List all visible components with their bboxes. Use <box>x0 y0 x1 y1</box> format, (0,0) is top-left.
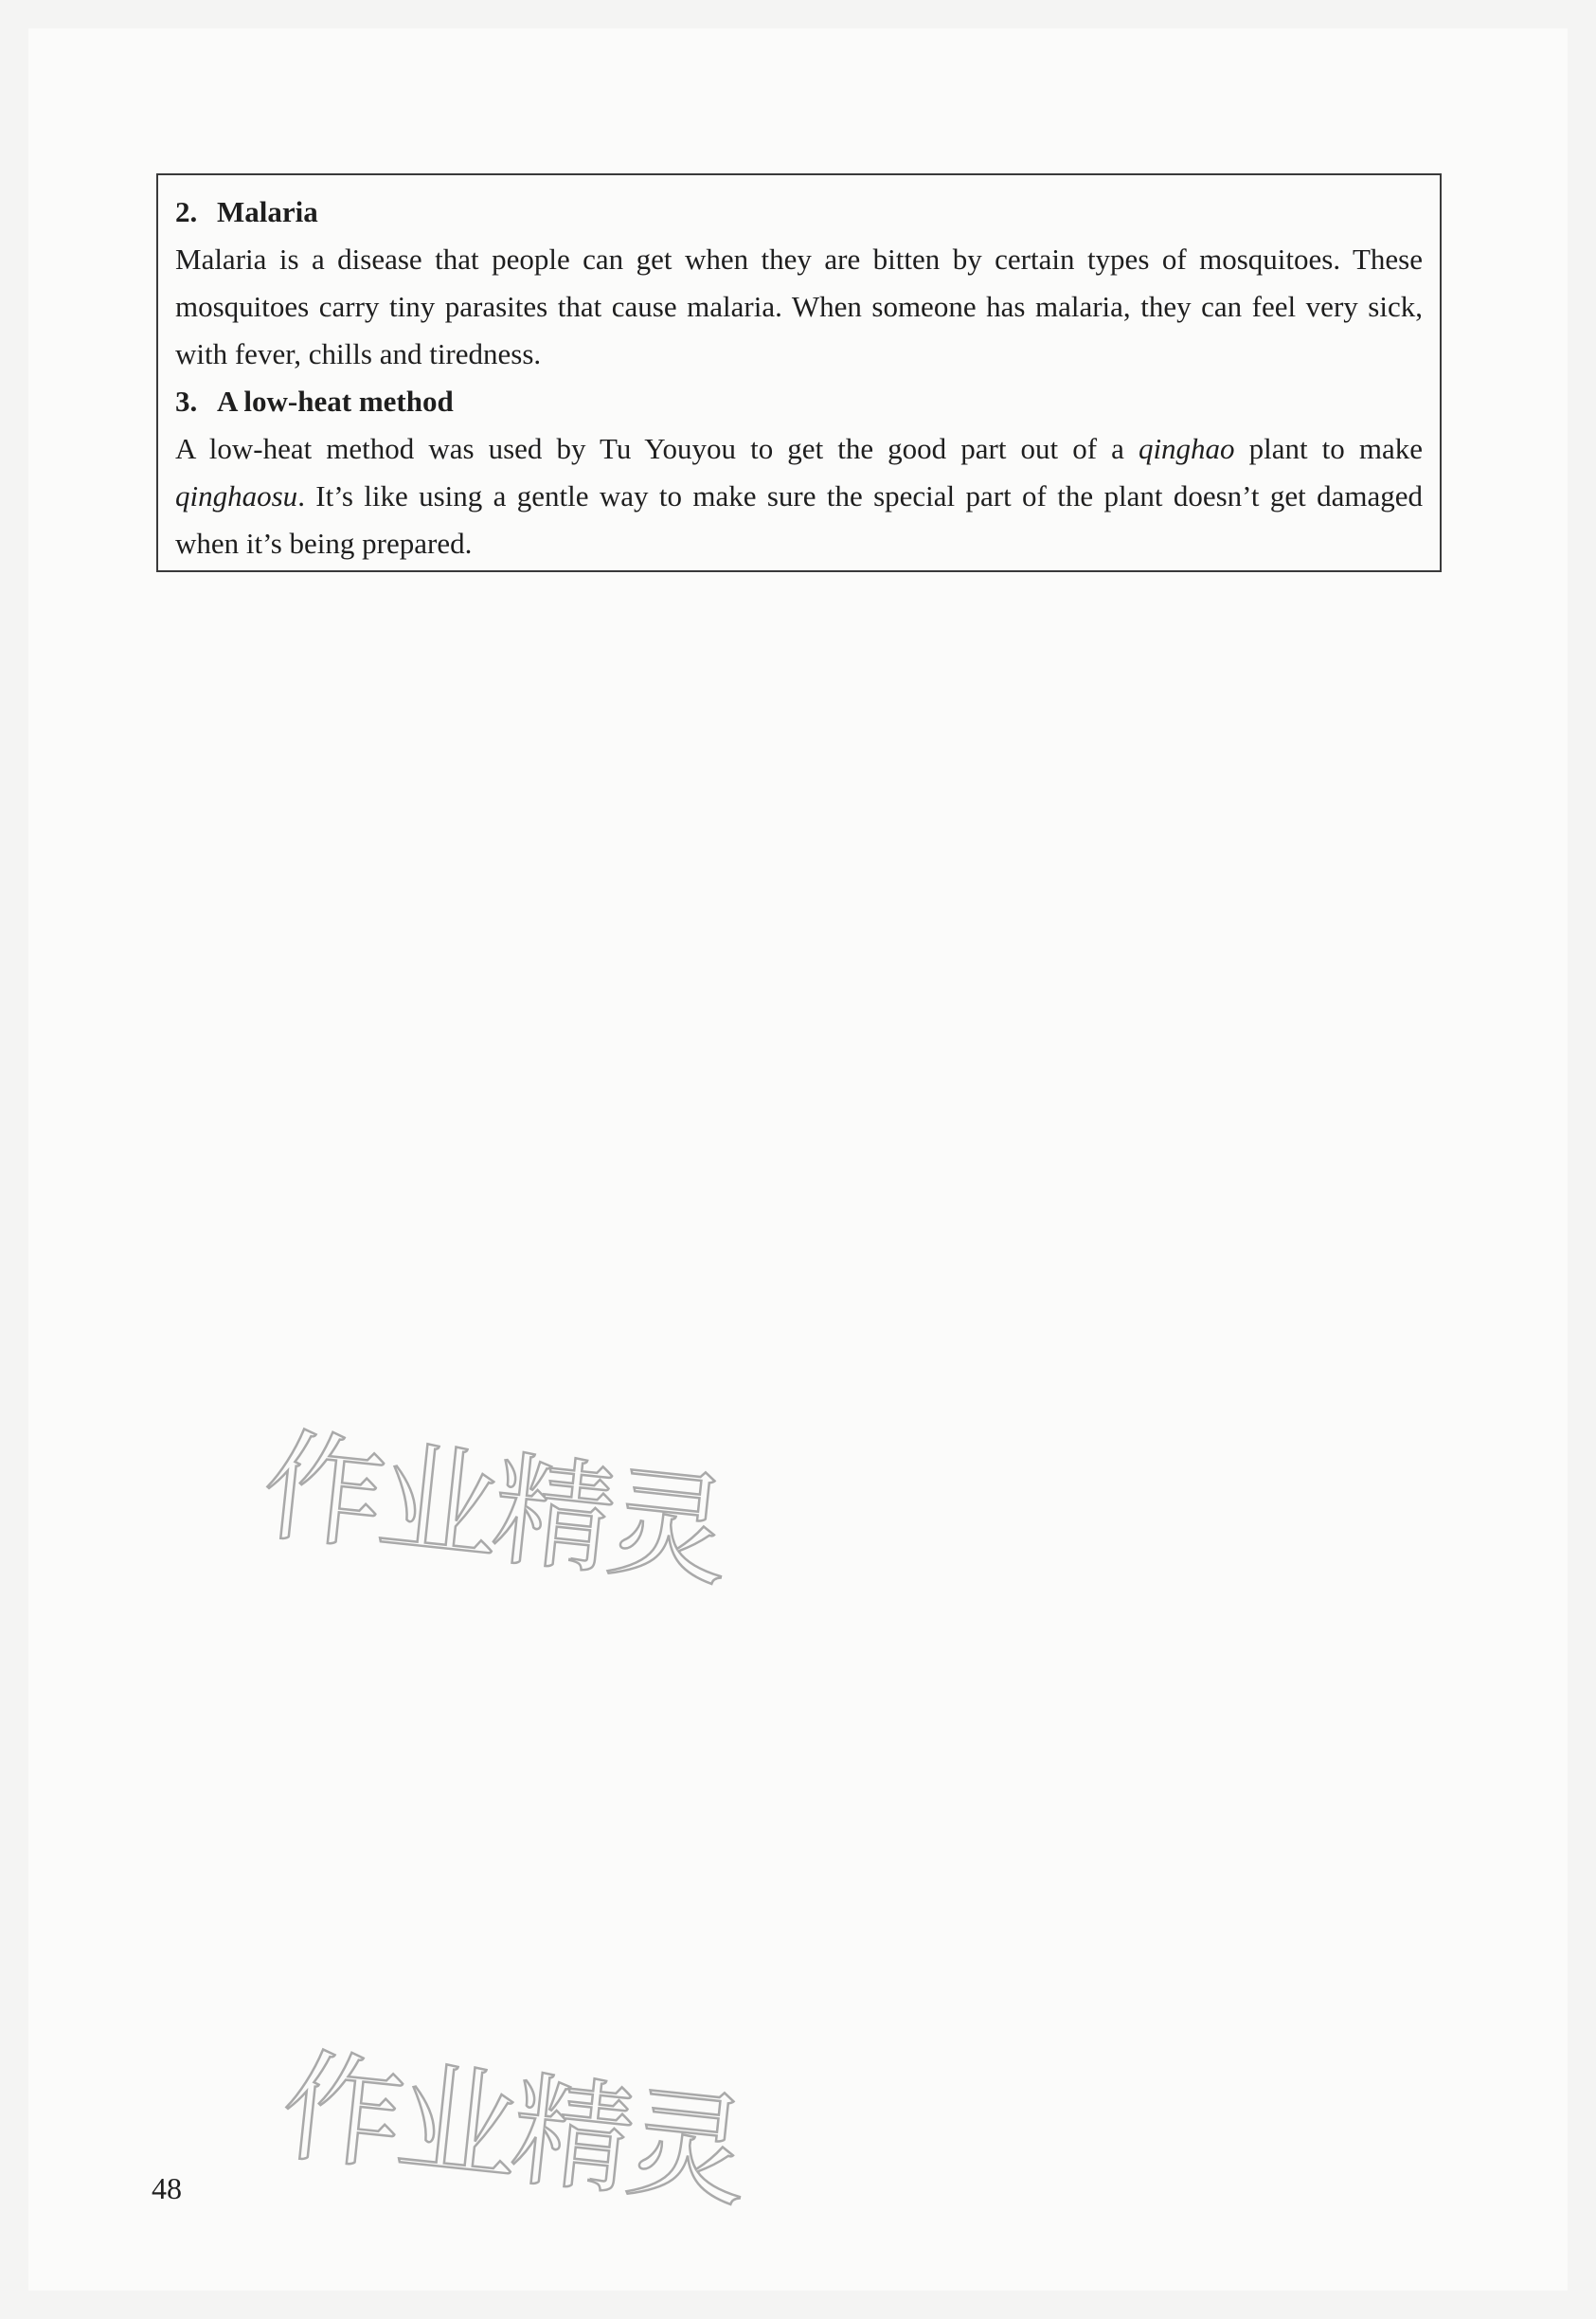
entry-text-italic: qinghaosu <box>175 479 298 512</box>
watermark: 作业精灵 <box>256 1415 731 1605</box>
entry-text: Malaria is a disease that people can get when they are bitten by certain types of mosquitoes. These mosquitoes carry tiny parasites that cause malaria. When someone has malaria, they can feel very sick, with fever, chills and tiredness. <box>175 243 1423 370</box>
entry-text: plant to make <box>1234 432 1423 465</box>
watermark: 作业精灵 <box>275 2036 750 2225</box>
entry-number: 2. <box>175 195 198 228</box>
entry-title: Malaria <box>217 195 318 228</box>
entry-text: . It’s like using a gentle way to make sure the special part of the plant doesn’t get damaged when it’s being prepared. <box>175 479 1423 560</box>
entry-title: A low-heat method <box>217 385 454 418</box>
entry-heading-malaria <box>175 189 1423 236</box>
entry-text-italic: qinghao <box>1138 432 1235 465</box>
page-number: 48 <box>152 2171 182 2205</box>
entry-number: 3. <box>175 385 198 418</box>
glossary-box <box>156 173 1442 572</box>
entry-body-malaria <box>175 236 1423 378</box>
entry-text: A low-heat method was used by Tu Youyou to get the good part out of a <box>175 432 1139 465</box>
entry-heading-low-heat-method <box>175 378 1423 425</box>
entry-body-low-heat-method <box>175 425 1423 567</box>
